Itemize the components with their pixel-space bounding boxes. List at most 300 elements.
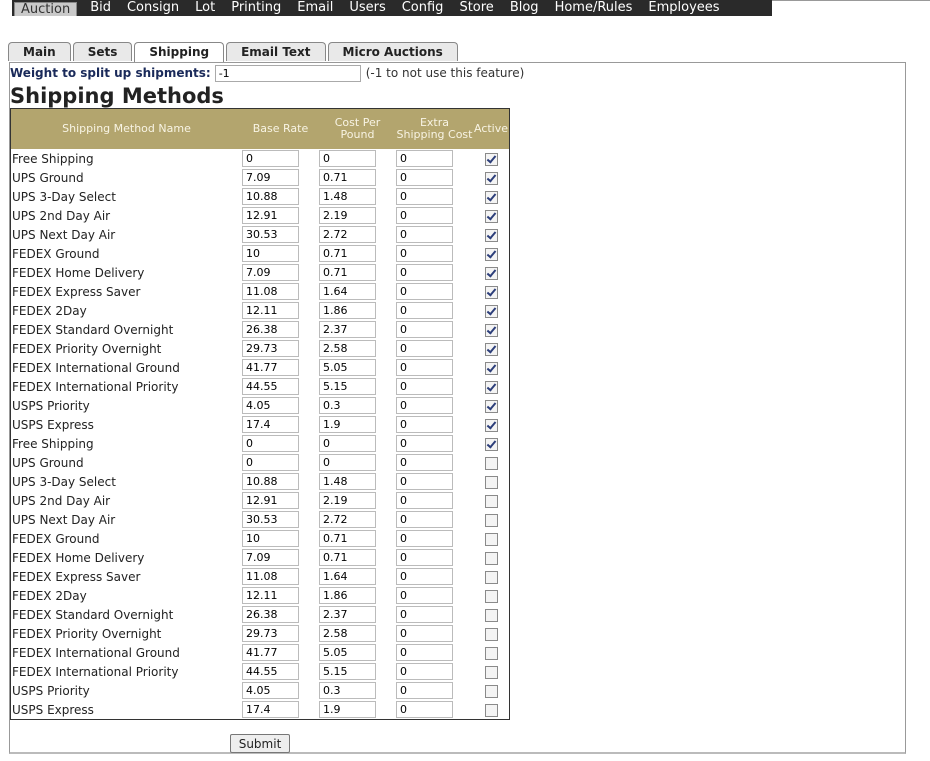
active-checkbox[interactable]: [485, 267, 498, 280]
active-checkbox[interactable]: [485, 172, 498, 185]
extra-shipping-cost-input[interactable]: [396, 435, 453, 452]
shipping-method-name: USPS Express: [12, 702, 94, 717]
extra-shipping-cost-cell: [396, 510, 473, 529]
extra-shipping-cost-input[interactable]: [396, 207, 453, 224]
active-checkbox[interactable]: [485, 704, 498, 717]
active-checkbox[interactable]: [485, 590, 498, 603]
base-rate-cell: [242, 434, 319, 453]
base-rate-input[interactable]: [242, 549, 299, 566]
active-cell: [473, 187, 510, 206]
shipping-method-name: FEDEX International Priority: [12, 664, 179, 679]
cost-per-pound-input[interactable]: [319, 150, 376, 167]
table-row: [11, 244, 510, 263]
base-rate-cell: [242, 320, 319, 339]
base-rate-input[interactable]: [242, 473, 299, 490]
shipping-method-name: FEDEX 2Day: [12, 303, 87, 318]
cost-per-pound-cell: [319, 434, 396, 453]
extra-shipping-cost-input[interactable]: [396, 321, 453, 338]
base-rate-input[interactable]: [242, 663, 299, 680]
active-cell: [473, 510, 510, 529]
shipping-method-name: UPS Next Day Air: [12, 227, 116, 242]
active-cell: [473, 567, 510, 586]
column-header-base-rate: Base Rate: [242, 109, 319, 150]
active-cell: [473, 681, 510, 700]
extra-shipping-cost-input[interactable]: [396, 416, 453, 433]
extra-shipping-cost-input[interactable]: [396, 511, 453, 528]
table-row: [11, 643, 510, 662]
base-rate-cell: [242, 529, 319, 548]
cost-per-pound-input[interactable]: [319, 549, 376, 566]
cost-per-pound-input[interactable]: [319, 682, 376, 699]
base-rate-cell: [242, 206, 319, 225]
extra-shipping-cost-input[interactable]: [396, 644, 453, 661]
active-checkbox[interactable]: [485, 343, 498, 356]
table-row: [11, 339, 510, 358]
base-rate-input[interactable]: [242, 397, 299, 414]
base-rate-cell: [242, 700, 319, 720]
active-checkbox[interactable]: [485, 229, 498, 242]
nav-item-employees[interactable]: Employees: [648, 0, 720, 15]
cost-per-pound-input[interactable]: [319, 701, 376, 718]
active-cell: [473, 282, 510, 301]
table-row: [11, 510, 510, 529]
base-rate-cell: [242, 681, 319, 700]
extra-shipping-cost-input[interactable]: [396, 397, 453, 414]
table-row: [11, 472, 510, 491]
extra-shipping-cost-input[interactable]: [396, 549, 453, 566]
nav-item-bid[interactable]: Bid: [90, 0, 111, 15]
active-cell: [473, 643, 510, 662]
active-checkbox[interactable]: [485, 685, 498, 698]
table-row: [11, 206, 510, 225]
nav-item-blog[interactable]: Blog: [509, 0, 539, 15]
base-rate-input[interactable]: [242, 568, 299, 585]
extra-shipping-cost-input[interactable]: [396, 169, 453, 186]
extra-shipping-cost-input[interactable]: [396, 359, 453, 376]
extra-shipping-cost-input[interactable]: [396, 473, 453, 490]
base-rate-cell: [242, 358, 319, 377]
column-header-cost-per-pound: Cost Per Pound: [319, 109, 396, 150]
cost-per-pound-input[interactable]: [319, 625, 376, 642]
extra-shipping-cost-input[interactable]: [396, 568, 453, 585]
extra-shipping-cost-cell: [396, 263, 473, 282]
shipping-method-name: FEDEX Priority Overnight: [12, 341, 162, 356]
table-row: [11, 700, 510, 720]
cost-per-pound-input[interactable]: [319, 454, 376, 471]
shipping-method-name: FEDEX Express Saver: [12, 569, 141, 584]
table-row: [11, 187, 510, 206]
extra-shipping-cost-input[interactable]: [396, 245, 453, 262]
shipping-method-name: FEDEX International Ground: [12, 645, 180, 660]
active-cell: [473, 396, 510, 415]
extra-shipping-cost-input[interactable]: [396, 663, 453, 680]
extra-shipping-cost-cell: [396, 434, 473, 453]
base-rate-input[interactable]: [242, 644, 299, 661]
extra-shipping-cost-input[interactable]: [396, 606, 453, 623]
extra-shipping-cost-input[interactable]: [396, 150, 453, 167]
active-cell: [473, 244, 510, 263]
extra-shipping-cost-input[interactable]: [396, 454, 453, 471]
extra-shipping-cost-cell: [396, 567, 473, 586]
active-cell: [473, 301, 510, 320]
base-rate-cell: [242, 225, 319, 244]
cost-per-pound-input[interactable]: [319, 397, 376, 414]
base-rate-input[interactable]: [242, 150, 299, 167]
active-checkbox[interactable]: [485, 609, 498, 622]
base-rate-cell: [242, 282, 319, 301]
extra-shipping-cost-cell: [396, 624, 473, 643]
active-cell: [473, 700, 510, 720]
active-cell: [473, 605, 510, 624]
base-rate-input[interactable]: [242, 359, 299, 376]
cost-per-pound-cell: [319, 168, 396, 187]
base-rate-cell: [242, 472, 319, 491]
tab-email-text[interactable]: Email Text: [226, 42, 325, 61]
extra-shipping-cost-input[interactable]: [396, 340, 453, 357]
active-checkbox[interactable]: [485, 647, 498, 660]
cost-per-pound-input[interactable]: [319, 264, 376, 281]
active-checkbox[interactable]: [485, 248, 498, 261]
cost-per-pound-cell: [319, 415, 396, 434]
base-rate-input[interactable]: [242, 454, 299, 471]
active-cell: [473, 168, 510, 187]
active-checkbox[interactable]: [485, 476, 498, 489]
active-cell: [473, 225, 510, 244]
shipping-method-name: FEDEX 2Day: [12, 588, 87, 603]
nav-item-home-rules[interactable]: Home/Rules: [554, 0, 633, 15]
shipping-method-name: FEDEX Home Delivery: [12, 265, 145, 280]
table-row: [11, 453, 510, 472]
cost-per-pound-cell: [319, 529, 396, 548]
extra-shipping-cost-cell: [396, 415, 473, 434]
base-rate-input[interactable]: [242, 492, 299, 509]
table-row: [11, 263, 510, 282]
active-cell: [473, 415, 510, 434]
cost-per-pound-cell: [319, 396, 396, 415]
base-rate-input[interactable]: [242, 321, 299, 338]
shipping-method-name: UPS Ground: [12, 455, 84, 470]
table-row: [11, 358, 510, 377]
base-rate-cell: [242, 301, 319, 320]
active-checkbox[interactable]: [485, 191, 498, 204]
top-nav: [12, 0, 772, 16]
extra-shipping-cost-cell: [396, 206, 473, 225]
table-row: [11, 681, 510, 700]
extra-shipping-cost-cell: [396, 548, 473, 567]
tab-shipping[interactable]: Shipping: [134, 42, 224, 63]
shipping-method-name: USPS Priority: [12, 683, 90, 698]
extra-shipping-cost-cell: [396, 244, 473, 263]
extra-shipping-cost-input[interactable]: [396, 302, 453, 319]
table-row: [11, 586, 510, 605]
cost-per-pound-input[interactable]: [319, 568, 376, 585]
base-rate-cell: [242, 244, 319, 263]
extra-shipping-cost-input[interactable]: [396, 283, 453, 300]
base-rate-cell: [242, 510, 319, 529]
base-rate-input[interactable]: [242, 625, 299, 642]
active-checkbox[interactable]: [485, 533, 498, 546]
tab-micro-auctions[interactable]: Micro Auctions: [328, 42, 458, 61]
cost-per-pound-cell: [319, 377, 396, 396]
nav-item-printing[interactable]: Printing: [231, 0, 282, 15]
extra-shipping-cost-input[interactable]: [396, 378, 453, 395]
column-header-name: Shipping Method Name: [11, 109, 243, 150]
base-rate-cell: [242, 453, 319, 472]
shipping-method-name: UPS Ground: [12, 170, 84, 185]
extra-shipping-cost-input[interactable]: [396, 226, 453, 243]
base-rate-input[interactable]: [242, 587, 299, 604]
cost-per-pound-cell: [319, 301, 396, 320]
active-cell: [473, 206, 510, 225]
base-rate-cell: [242, 415, 319, 434]
active-checkbox[interactable]: [485, 514, 498, 527]
shipping-method-name: Free Shipping: [12, 436, 94, 451]
active-checkbox[interactable]: [485, 628, 498, 641]
cost-per-pound-cell: [319, 320, 396, 339]
extra-shipping-cost-input[interactable]: [396, 264, 453, 281]
active-checkbox[interactable]: [485, 381, 498, 394]
active-cell: [473, 529, 510, 548]
base-rate-input[interactable]: [242, 226, 299, 243]
base-rate-input[interactable]: [242, 207, 299, 224]
base-rate-input[interactable]: [242, 606, 299, 623]
cost-per-pound-input[interactable]: [319, 245, 376, 262]
extra-shipping-cost-cell: [396, 301, 473, 320]
table-row: [11, 529, 510, 548]
cost-per-pound-input[interactable]: [319, 644, 376, 661]
cost-per-pound-cell: [319, 472, 396, 491]
table-row: [11, 225, 510, 244]
cost-per-pound-input[interactable]: [319, 340, 376, 357]
active-cell: [473, 320, 510, 339]
base-rate-input[interactable]: [242, 264, 299, 281]
cost-per-pound-cell: [319, 244, 396, 263]
extra-shipping-cost-cell: [396, 605, 473, 624]
shipping-method-name: FEDEX Ground: [12, 531, 100, 546]
cost-per-pound-input[interactable]: [319, 302, 376, 319]
cost-per-pound-input[interactable]: [319, 663, 376, 680]
table-row: [11, 548, 510, 567]
shipping-method-name: FEDEX Express Saver: [12, 284, 141, 299]
cost-per-pound-cell: [319, 662, 396, 681]
submit-button[interactable]: Submit: [230, 734, 290, 753]
active-checkbox[interactable]: [485, 552, 498, 565]
active-cell: [473, 548, 510, 567]
table-row: [11, 434, 510, 453]
cost-per-pound-input[interactable]: [319, 587, 376, 604]
active-cell: [473, 662, 510, 681]
active-checkbox[interactable]: [485, 210, 498, 223]
cost-per-pound-input[interactable]: [319, 378, 376, 395]
table-row: [11, 301, 510, 320]
cost-per-pound-input[interactable]: [319, 435, 376, 452]
extra-shipping-cost-input[interactable]: [396, 492, 453, 509]
base-rate-input[interactable]: [242, 245, 299, 262]
base-rate-input[interactable]: [242, 340, 299, 357]
weight-split-note: (-1 to not use this feature): [365, 66, 525, 80]
shipping-method-name: FEDEX Standard Overnight: [12, 322, 174, 337]
extra-shipping-cost-cell: [396, 358, 473, 377]
extra-shipping-cost-cell: [396, 453, 473, 472]
active-cell: [473, 472, 510, 491]
base-rate-input[interactable]: [242, 435, 299, 452]
shipping-method-name: UPS Next Day Air: [12, 512, 116, 527]
base-rate-input[interactable]: [242, 511, 299, 528]
base-rate-cell: [242, 586, 319, 605]
top-divider: [772, 0, 930, 4]
extra-shipping-cost-cell: [396, 491, 473, 510]
tab-sets[interactable]: Sets: [73, 42, 133, 61]
active-checkbox[interactable]: [485, 305, 498, 318]
base-rate-cell: [242, 187, 319, 206]
shipping-method-name: UPS 2nd Day Air: [12, 208, 111, 223]
base-rate-input[interactable]: [242, 530, 299, 547]
cost-per-pound-cell: [319, 358, 396, 377]
nav-item-email[interactable]: Email: [297, 0, 334, 15]
shipping-method-name: FEDEX International Ground: [12, 360, 180, 375]
cost-per-pound-input[interactable]: [319, 226, 376, 243]
base-rate-cell: [242, 491, 319, 510]
cost-per-pound-input[interactable]: [319, 359, 376, 376]
active-checkbox[interactable]: [485, 457, 498, 470]
active-checkbox[interactable]: [485, 362, 498, 375]
cost-per-pound-input[interactable]: [319, 511, 376, 528]
base-rate-cell: [242, 548, 319, 567]
base-rate-input[interactable]: [242, 416, 299, 433]
base-rate-cell: [242, 643, 319, 662]
cost-per-pound-input[interactable]: [319, 188, 376, 205]
active-cell: [473, 263, 510, 282]
active-checkbox[interactable]: [485, 495, 498, 508]
cost-per-pound-cell: [319, 453, 396, 472]
base-rate-cell: [242, 168, 319, 187]
base-rate-cell: [242, 263, 319, 282]
weight-split-label: Weight to split up shipments:: [10, 66, 211, 80]
cost-per-pound-cell: [319, 605, 396, 624]
shipping-method-name: USPS Priority: [12, 398, 90, 413]
tab-main[interactable]: Main: [8, 42, 71, 61]
shipping-methods-table: [10, 108, 510, 720]
active-cell: [473, 491, 510, 510]
shipping-method-name: FEDEX Standard Overnight: [12, 607, 174, 622]
base-rate-cell: [242, 149, 319, 168]
table-row: [11, 624, 510, 643]
shipping-method-name: FEDEX Ground: [12, 246, 100, 261]
extra-shipping-cost-input[interactable]: [396, 625, 453, 642]
table-row: [11, 491, 510, 510]
active-checkbox[interactable]: [485, 153, 498, 166]
cost-per-pound-cell: [319, 282, 396, 301]
extra-shipping-cost-cell: [396, 396, 473, 415]
nav-item-users[interactable]: Users: [349, 0, 386, 15]
cost-per-pound-input[interactable]: [319, 283, 376, 300]
base-rate-input[interactable]: [242, 169, 299, 186]
base-rate-cell: [242, 377, 319, 396]
base-rate-input[interactable]: [242, 701, 299, 718]
cost-per-pound-cell: [319, 187, 396, 206]
cost-per-pound-input[interactable]: [319, 492, 376, 509]
base-rate-cell: [242, 339, 319, 358]
cost-per-pound-input[interactable]: [319, 530, 376, 547]
nav-item-lot[interactable]: Lot: [195, 0, 216, 15]
extra-shipping-cost-input[interactable]: [396, 188, 453, 205]
shipping-method-name: Free Shipping: [12, 151, 94, 166]
table-row: [11, 662, 510, 681]
extra-shipping-cost-cell: [396, 225, 473, 244]
active-checkbox[interactable]: [485, 666, 498, 679]
table-header-row: [11, 109, 510, 150]
extra-shipping-cost-input[interactable]: [396, 682, 453, 699]
weight-split-row: [10, 64, 524, 82]
shipping-method-name: USPS Express: [12, 417, 94, 432]
extra-shipping-cost-input[interactable]: [396, 701, 453, 718]
table-row: [11, 605, 510, 624]
table-row: [11, 567, 510, 586]
base-rate-input[interactable]: [242, 682, 299, 699]
extra-shipping-cost-cell: [396, 377, 473, 396]
base-rate-input[interactable]: [242, 283, 299, 300]
table-row: [11, 320, 510, 339]
cost-per-pound-cell: [319, 491, 396, 510]
base-rate-cell: [242, 396, 319, 415]
base-rate-cell: [242, 567, 319, 586]
active-cell: [473, 453, 510, 472]
page-title: Shipping Methods: [10, 84, 224, 108]
table-row: [11, 396, 510, 415]
shipping-method-name: UPS 3-Day Select: [12, 474, 116, 489]
base-rate-input[interactable]: [242, 188, 299, 205]
base-rate-input[interactable]: [242, 302, 299, 319]
extra-shipping-cost-cell: [396, 472, 473, 491]
cost-per-pound-cell: [319, 263, 396, 282]
shipping-method-name: FEDEX Home Delivery: [12, 550, 145, 565]
active-checkbox[interactable]: [485, 286, 498, 299]
active-checkbox[interactable]: [485, 324, 498, 337]
tab-bar: [8, 42, 460, 62]
extra-shipping-cost-input[interactable]: [396, 587, 453, 604]
base-rate-input[interactable]: [242, 378, 299, 395]
shipping-method-name: FEDEX Priority Overnight: [12, 626, 162, 641]
cost-per-pound-input[interactable]: [319, 207, 376, 224]
nav-item-config[interactable]: Config: [401, 0, 444, 15]
weight-split-input[interactable]: [215, 65, 361, 82]
extra-shipping-cost-input[interactable]: [396, 530, 453, 547]
extra-shipping-cost-cell: [396, 187, 473, 206]
active-checkbox[interactable]: [485, 400, 498, 413]
cost-per-pound-input[interactable]: [319, 321, 376, 338]
cost-per-pound-input[interactable]: [319, 473, 376, 490]
extra-shipping-cost-cell: [396, 149, 473, 168]
cost-per-pound-cell: [319, 681, 396, 700]
shipping-method-name: UPS 3-Day Select: [12, 189, 116, 204]
cost-per-pound-cell: [319, 339, 396, 358]
cost-per-pound-input[interactable]: [319, 416, 376, 433]
shipping-method-name: UPS 2nd Day Air: [12, 493, 111, 508]
cost-per-pound-cell: [319, 567, 396, 586]
active-checkbox[interactable]: [485, 438, 498, 451]
nav-item-auction[interactable]: Auction: [14, 2, 77, 16]
nav-item-consign[interactable]: Consign: [126, 0, 180, 15]
table-row: [11, 149, 510, 168]
extra-shipping-cost-cell: [396, 529, 473, 548]
cost-per-pound-input[interactable]: [319, 606, 376, 623]
cost-per-pound-cell: [319, 149, 396, 168]
active-checkbox[interactable]: [485, 419, 498, 432]
nav-item-store[interactable]: Store: [459, 0, 494, 15]
active-checkbox[interactable]: [485, 571, 498, 584]
cost-per-pound-input[interactable]: [319, 169, 376, 186]
cost-per-pound-cell: [319, 643, 396, 662]
